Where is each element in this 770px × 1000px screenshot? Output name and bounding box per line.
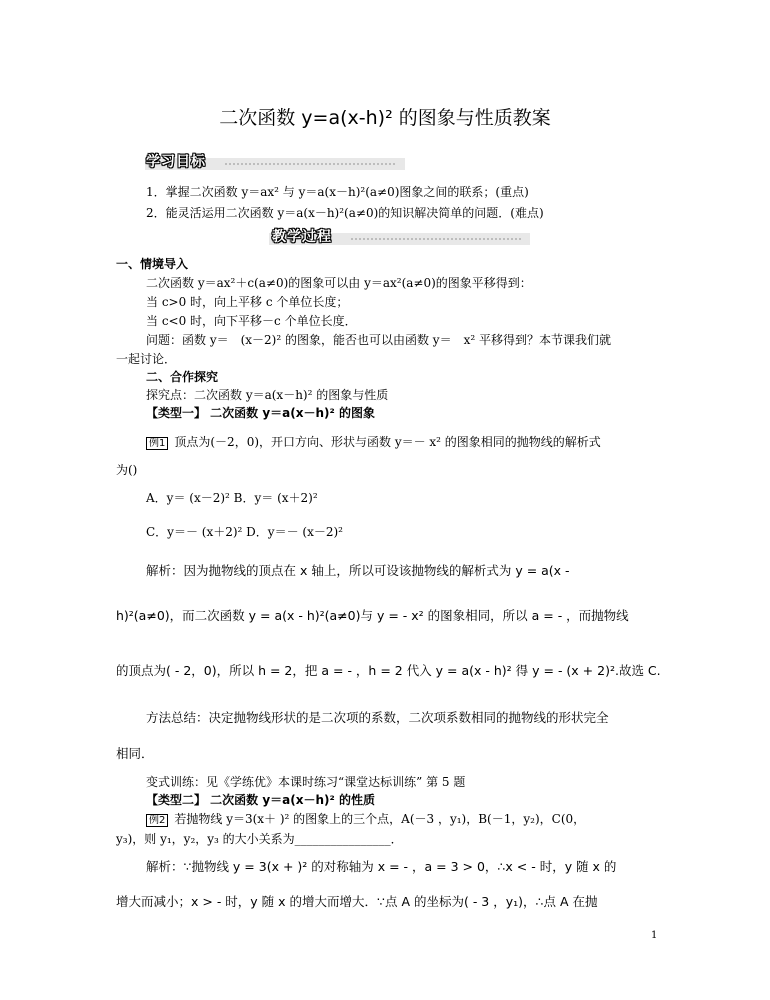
intro-line-4: 问题：函数 y＝ (x－2)² 的图象，能否也可以由函数 y＝ x² 平移得到？本节课我们就 <box>146 333 611 347</box>
page-title: 二次函数 y=a(x-h)² 的图象与性质教案 <box>219 107 551 129</box>
example1-solution-2: h)²(a≠0)，而二次函数 y = a(x - h)²(a≠0)与 y = - x² 的图象相同，所以 a = - ，而抛物线 <box>116 608 629 623</box>
objective-1: 1．掌握二次函数 y＝ax² 与 y＝a(x－h)²(a≠0)图象之间的联系；(重点) <box>146 185 529 199</box>
intro-line-2: 当 c>0 时，向上平移 c 个单位长度； <box>146 295 349 309</box>
example1-options-cd: C．y＝－ (x＋2)² D．y＝－ (x－2)² <box>146 525 343 539</box>
example1-solution-1: 解析：因为抛物线的顶点在 x 轴上，所以可设该抛物线的解析式为 y = a(x - <box>146 563 570 578</box>
page-number: 1 <box>651 930 658 941</box>
variant-training: 变式训练：见《学练优》本课时练习“课堂达标训练” 第 5 题 <box>146 775 466 789</box>
method-summary-2: 相同． <box>116 746 154 761</box>
type2-heading: 【类型二】 二次函数 y＝a(x－h)² 的性质 <box>146 793 375 807</box>
method-summary-1: 方法总结：决定抛物线形状的是二次项的系数，二次项系数相同的抛物线的形状完全 <box>146 710 609 725</box>
example1-line2: 为() <box>116 463 138 477</box>
example2-line1 <box>146 810 585 827</box>
example2-badge: 例2 <box>146 814 168 827</box>
example1-solution-3: 的顶点为( - 2，0)，所以 h = 2，把 a = - ，h = 2 代入 y = a(x - h)² 得 y = - (x + 2)².故选 C. <box>116 663 661 678</box>
example1-badge: 例1 <box>146 437 168 450</box>
part2-heading: 二、合作探究 <box>146 370 219 384</box>
example2-solution-1: 解析：∵抛物线 y = 3(x + )² 的对称轴为 x = - ，a = 3 > 0，∴x < - 时，y 随 x 的 <box>146 859 617 874</box>
intro-line-5: 一起讨论． <box>116 352 177 366</box>
example1-options-ab: A．y＝ (x－2)² B．y＝ (x＋2)² <box>146 491 318 505</box>
example1-question: 顶点为(－2，0)，开口方向、形状与函数 y＝－ x² 的图象相同的抛物线的解析式 <box>174 435 601 449</box>
example2-solution-2: 增大而减小；x > - 时，y 随 x 的增大而增大．∵点 A 的坐标为( - 3 ，y₁)，∴点 A 在抛 <box>116 894 598 909</box>
explore-point: 探究点：二次函数 y＝a(x－h)² 的图象与性质 <box>146 388 389 402</box>
type1-heading: 【类型一】 二次函数 y＝a(x－h)² 的图象 <box>146 406 375 420</box>
objective-2: 2．能灵活运用二次函数 y＝a(x－h)²(a≠0)的知识解决简单的问题．(难点) <box>146 206 544 220</box>
example1-line1 <box>146 433 601 450</box>
part1-heading: 一、情境导入 <box>116 257 189 271</box>
example2-question: 若抛物线 y＝3(x＋ )² 的图象上的三个点，A(－3 ，y₁)，B(－1，y₂)，C(0， <box>174 812 586 826</box>
intro-line-3: 当 c<0 时，向下平移－c 个单位长度． <box>146 314 357 328</box>
section-label-process: 教学过程 <box>272 229 332 245</box>
section-label-objectives: 学习目标 <box>146 154 206 170</box>
example2-line2: y₃)，则 y₁，y₂，y₃ 的大小关系为________________． <box>116 832 403 846</box>
intro-line-1: 二次函数 y＝ax²＋c(a≠0)的图象可以由 y＝ax²(a≠0)的图象平移得到： <box>146 276 532 290</box>
